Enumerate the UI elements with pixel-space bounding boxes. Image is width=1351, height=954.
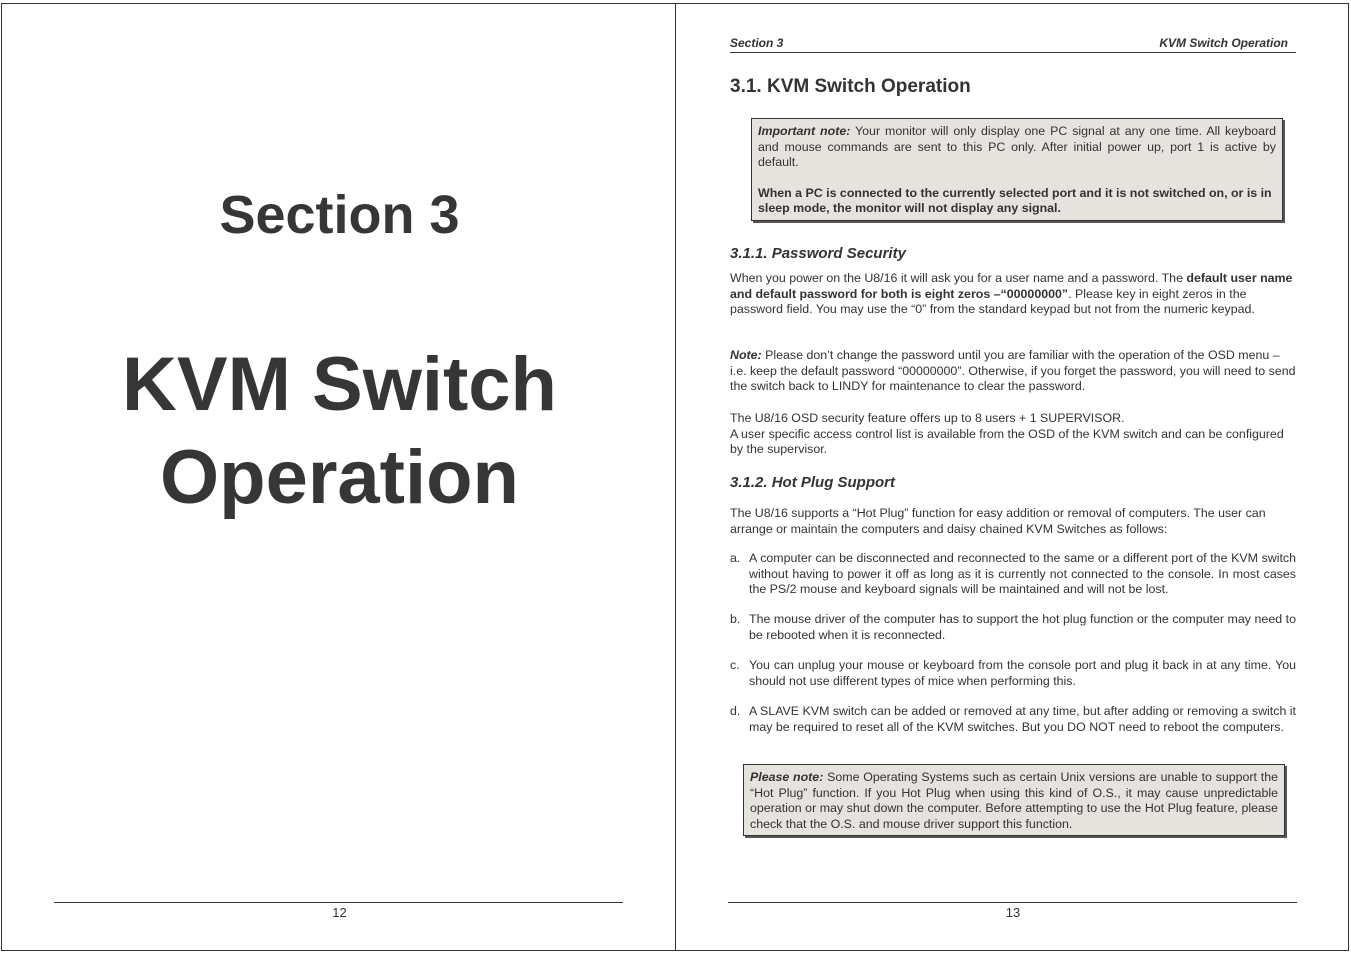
- right-page: [675, 3, 1349, 951]
- list-item-text: You can unplug your mouse or keyboard from the console port and plug it back in at any time. You should not use different types of mice when performing this.: [749, 658, 1296, 688]
- important-note-box: [751, 118, 1283, 221]
- important-note-bold-text: When a PC is connected to the currently selected port and it is not switched on, or is in sleep mode, the monitor will not display any signal.: [758, 185, 1272, 215]
- please-note-paragraph: [750, 770, 1278, 832]
- running-head: [730, 35, 1296, 53]
- password-paragraph-1: [730, 271, 1296, 318]
- page-number: 13: [1005, 905, 1021, 920]
- list-marker: b.: [730, 612, 741, 626]
- hot-plug-intro: The U8/16 supports a “Hot Plug” function for easy addition or removal of computers. The user can arrange or maintain the computers and daisy chained KVM Switches as follows:: [730, 506, 1266, 536]
- password-note-label: Note:: [730, 348, 762, 362]
- list-item: [730, 612, 1296, 643]
- list-item-text: The mouse driver of the computer has to support the hot plug function or the computer may need to be rebooted when it is reconnected.: [749, 612, 1296, 642]
- please-note-text: Some Operating Systems such as certain Unix versions are unable to support the “Hot Plug” function. If you Hot Plug when using this kind of O.S., it may cause unpredictable operation or may shut down the computer. Before attempting to use the Hot Plug feature, please check that the O.S. and mouse driver support this function.: [750, 770, 1278, 831]
- list-item-text: A SLAVE KVM switch can be added or removed at any time, but after adding or removing a switch it may be required to reset all of the KVM switches. But you DO NOT need to reboot the computers.: [749, 704, 1296, 734]
- page-number: 12: [332, 905, 347, 920]
- section-title-line-2: Operation: [160, 435, 519, 520]
- section-number: Section 3: [219, 185, 460, 245]
- list-item: [730, 704, 1296, 735]
- list-item: [730, 658, 1296, 689]
- footer-rule: [54, 902, 623, 903]
- list-item: [730, 551, 1296, 598]
- list-item-text: A computer can be disconnected and reconnected to the same or a different port of the KVM switch without having to power it off as long as it is currently not connected to the console. In most cases the PS/2 mouse and keyboard signals will be maintained and will not be lost.: [749, 551, 1296, 596]
- osd-security-paragraph: [730, 411, 1296, 458]
- important-note-text: Your monitor will only display one PC signal at any one time. All keyboard and mouse commands are sent to this PC only. After initial power up, port 1 is active by default.: [758, 124, 1277, 169]
- osd-security-line-2: A user specific access control list is available from the OSD of the KVM switch and can be configured by the supervisor.: [730, 426, 1284, 456]
- section-title: [2, 338, 677, 524]
- list-marker: a.: [730, 551, 741, 565]
- password-note-paragraph: [730, 348, 1296, 395]
- running-head-section: Section 3: [730, 36, 784, 50]
- password-p1-end: . Please key in eight zeros in the password field. You may use the “0” from the standard keypad but not from the numeric keypad.: [730, 286, 1255, 316]
- osd-security-line-1: The U8/16 OSD security feature offers up to 8 users + 1 SUPERVISOR.: [730, 411, 1125, 425]
- important-note-paragraph: [758, 124, 1276, 171]
- list-marker: d.: [730, 704, 741, 718]
- running-head-title: KVM Switch Operation: [1159, 36, 1288, 50]
- hot-plug-heading: 3.1.2. Hot Plug Support: [730, 474, 896, 491]
- password-security-heading: 3.1.1. Password Security: [730, 245, 906, 262]
- password-p1-start: When you power on the U8/16 it will ask you for a user name and a password. The: [730, 271, 1187, 285]
- page-heading: 3.1. KVM Switch Operation: [730, 76, 971, 97]
- footer-rule: [728, 902, 1297, 903]
- please-note-box: [743, 764, 1285, 836]
- left-page: [1, 3, 676, 951]
- important-note-label: Important note:: [758, 124, 851, 138]
- list-marker: c.: [730, 658, 740, 672]
- section-title-line-1: KVM Switch: [122, 342, 557, 427]
- default-credentials-text: default user name and default password for both is eight zeros –“00000000”: [730, 271, 1293, 301]
- please-note-label: Please note:: [750, 770, 824, 784]
- important-note-warning: [758, 186, 1276, 217]
- password-note-text: Please don’t change the password until you are familiar with the operation of the OSD menu – i.e. keep the default password “00000000”. Otherwise, if you forget the password, you will need to send the switch back to LINDY for maintenance to clear the password.: [730, 348, 1296, 393]
